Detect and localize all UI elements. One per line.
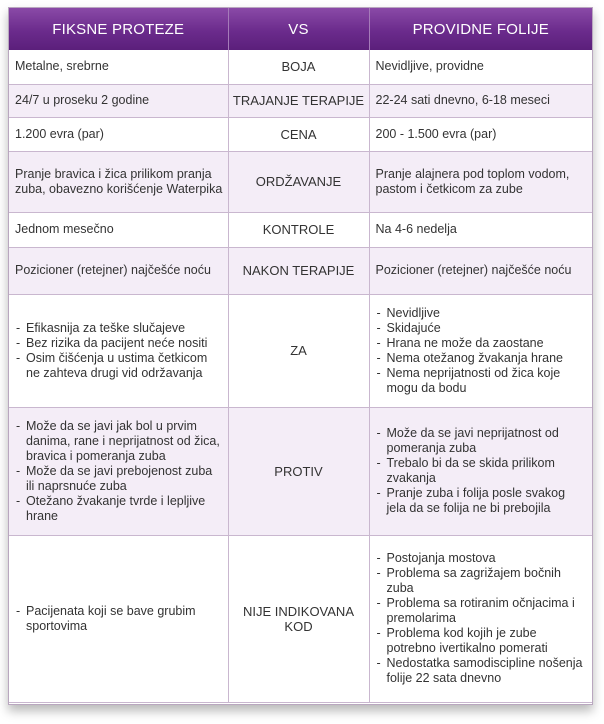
list-item: - Problema kod kojih je zube potrebno ivertikalno pomerati <box>376 626 588 656</box>
row-maintenance <box>9 151 592 212</box>
list-item: - Problema sa rotiranim očnjacima i premolarima <box>376 596 588 626</box>
row-checkups <box>9 212 592 247</box>
cell-right <box>369 407 592 535</box>
cell-left: Jednom mesečno <box>9 212 228 247</box>
row-after-therapy <box>9 247 592 294</box>
list-item: - Problema sa zagrižajem bočnih zuba <box>376 566 588 596</box>
cell-left <box>9 535 228 702</box>
list-item: - Nema otežanog žvakanja hrane <box>376 351 588 366</box>
cell-left: Pozicioner (retejner) najčešće noću <box>9 247 228 294</box>
cell-right: 22-24 sati dnevno, 6-18 meseci <box>369 84 592 117</box>
list-item: - Bez rizika da pacijent neće nositi <box>15 336 223 351</box>
cell-right: Pozicioner (retejner) najčešće noću <box>369 247 592 294</box>
cell-category: BOJA <box>228 50 369 84</box>
list-item: - Nedostatka samodiscipline nošenja folije 22 sata dnevno <box>376 656 588 686</box>
comparison-table <box>9 8 592 703</box>
cell-left: Metalne, srebrne <box>9 50 228 84</box>
not-indicated-list-left <box>15 604 223 634</box>
list-item: - Pranje zuba i folija posle svakog jela da se folija ne bi prebojila <box>376 486 588 516</box>
cell-category: ORDŽAVANJE <box>228 151 369 212</box>
list-item: - Nevidljive <box>376 306 588 321</box>
cell-category: KONTROLE <box>228 212 369 247</box>
not-indicated-list-right <box>376 551 588 686</box>
list-item: - Pacijenata koji se bave grubim sportovima <box>15 604 223 634</box>
list-item: - Nema neprijatnosti od žica koje mogu da bodu <box>376 366 588 396</box>
cons-list-left <box>15 419 223 524</box>
list-item: - Postojanja mostova <box>376 551 588 566</box>
table-header-row <box>9 8 592 50</box>
row-color <box>9 50 592 84</box>
cell-left: 24/7 u proseku 2 godine <box>9 84 228 117</box>
comparison-card <box>8 7 593 705</box>
cell-category: ZA <box>228 294 369 407</box>
cell-left <box>9 407 228 535</box>
header-clear-aligners: PROVIDNE FOLIJE <box>369 8 592 50</box>
cell-left: 1.200 evra (par) <box>9 117 228 151</box>
cell-category: CENA <box>228 117 369 151</box>
cell-right <box>369 294 592 407</box>
cell-category: TRAJANJE TERAPIJE <box>228 84 369 117</box>
cons-list-right <box>376 426 588 516</box>
cell-category: NAKON TERAPIJE <box>228 247 369 294</box>
cell-right: Na 4-6 nedelja <box>369 212 592 247</box>
row-cons <box>9 407 592 535</box>
cell-category: NIJE INDIKOVANA KOD <box>228 535 369 702</box>
cell-left: Pranje bravica i žica prilikom pranja zuba, obavezno korišćenje Waterpika <box>9 151 228 212</box>
row-not-indicated <box>9 535 592 702</box>
list-item: - Osim čišćenja u ustima četkicom ne zahteva drugi vid održavanja <box>15 351 223 381</box>
pros-list-left <box>15 321 223 381</box>
list-item: - Efikasnija za teške slučajeve <box>15 321 223 336</box>
row-duration <box>9 84 592 117</box>
list-item: - Skidajuće <box>376 321 588 336</box>
cell-right: 200 - 1.500 evra (par) <box>369 117 592 151</box>
cell-right <box>369 535 592 702</box>
cell-category: PROTIV <box>228 407 369 535</box>
list-item: - Trebalo bi da se skida prilikom zvakanja <box>376 456 588 486</box>
list-item: - Može da se javi prebojenost zuba ili naprsnuće zuba <box>15 464 223 494</box>
cell-right: Nevidljive, providne <box>369 50 592 84</box>
row-pros <box>9 294 592 407</box>
header-vs: VS <box>228 8 369 50</box>
list-item: - Može da se javi jak bol u prvim danima, rane i neprijatnost od žica, bravica i pomeranja zuba <box>15 419 223 464</box>
list-item: - Otežano žvakanje tvrde i lepljive hrane <box>15 494 223 524</box>
pros-list-right <box>376 306 588 396</box>
row-price <box>9 117 592 151</box>
list-item: - Može da se javi neprijatnost od pomeranja zuba <box>376 426 588 456</box>
list-item: - Hrana ne može da zaostane <box>376 336 588 351</box>
cell-left <box>9 294 228 407</box>
cell-right: Pranje alajnera pod toplom vodom, pastom i četkicom za zube <box>369 151 592 212</box>
header-fixed-braces: FIKSNE PROTEZE <box>9 8 228 50</box>
